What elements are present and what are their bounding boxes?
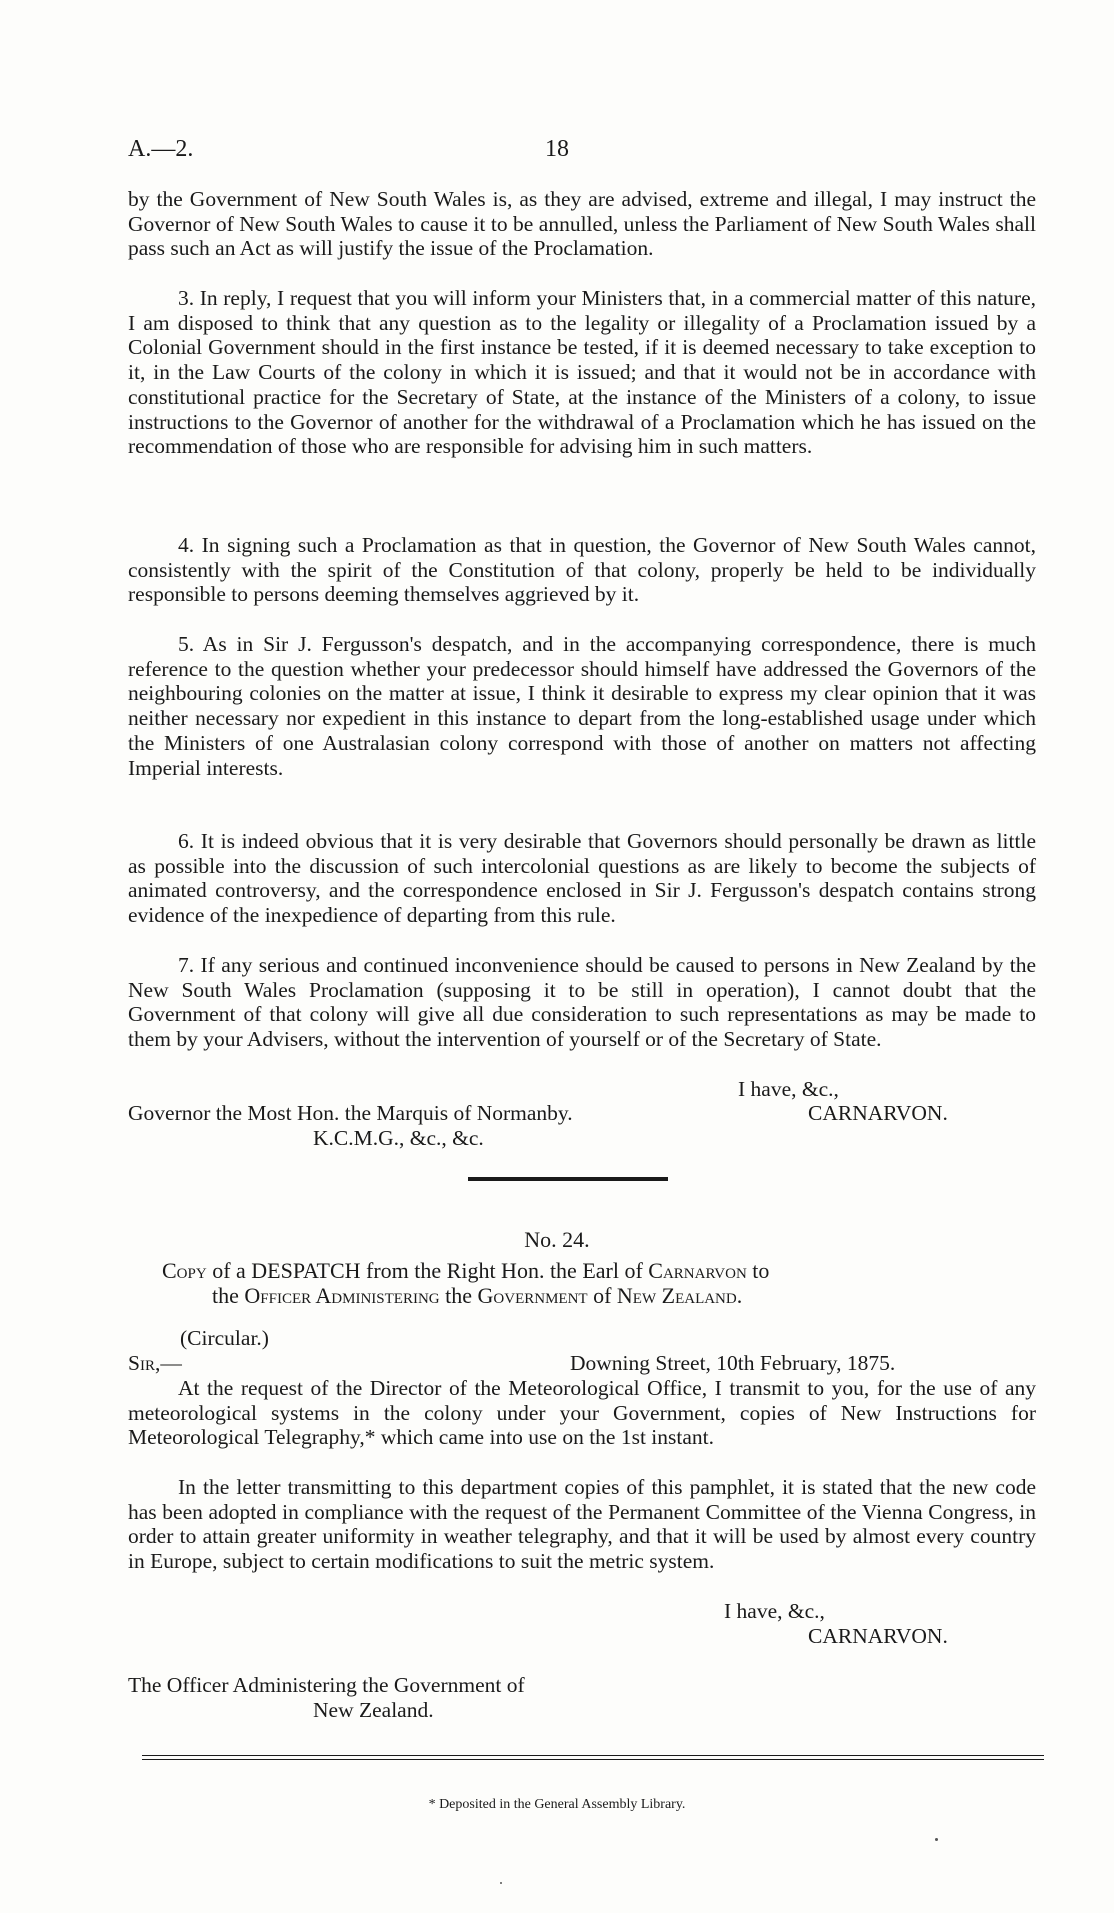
despatch-paragraph-1: At the request of the Director of the Meteorological Office, I transmit to you, for the use of any meteorological systems in the colony under your Government, copies of New Instructions for Meteorological Telegraphy,* which came into use on the 1st instant. (128, 1376, 1036, 1450)
paragraph-3: 3. In reply, I request that you will inform your Ministers that, in a commercial matter of this nature, I am disposed to think that any question as to the legality or illegality of a Proclamation issued by a Colonial Government should in the first instance be tested, if it is deemed necessary to take exception to it, in the Law Courts of the colony in which it is issued; and that it would not be in accordance with constitutional practice for the Secretary of State, at the instance of the Ministers of a colony, to issue instructions to the Governor of another for the withdrawal of a Proclamation which he has issued on the recommendation of those who are responsible for advising him in such matters. (128, 286, 1036, 459)
page-number: 18 (545, 136, 569, 162)
date-line: Downing Street, 10th February, 1875. (570, 1351, 896, 1375)
despatch-number: No. 24. (524, 1227, 590, 1252)
paragraph-continuation: by the Government of New South Wales is, as they are advised, extreme and illegal, I may instruct the Governor of New South Wales to cause it to be annulled, unless the Parliament of New South Wales shall pass such an Act as will justify the issue of the Proclamation. (128, 187, 1036, 261)
salutation: Sir,— (128, 1351, 182, 1375)
paper-speck (935, 1838, 938, 1841)
document-reference: A.—2. (128, 136, 194, 162)
signature-2: CARNARVON. (808, 1624, 948, 1648)
addressee: Governor the Most Hon. the Marquis of Normanby. (128, 1101, 573, 1125)
footnote-rule-top (142, 1755, 1044, 1756)
addressee-2-line-2: New Zealand. (313, 1698, 434, 1722)
paragraph-7: 7. If any serious and continued inconvenience should be caused to persons in New Zealand by the New South Wales Proclamation (supposing it to be still in operation), I cannot doubt that the Government of that colony will give all due consideration to such representations as may be made to them by your Advisers, without the intervention of yourself or of the Secretary of State. (128, 953, 1036, 1052)
closing-formula: I have, &c., (738, 1077, 839, 1101)
section-divider (468, 1177, 668, 1181)
paragraph-5: 5. As in Sir J. Fergusson's despatch, and in the accompanying correspondence, there is much reference to the question whether your predecessor should himself have addressed the Governors of the neighbouring colonies on the matter at issue, I think it desirable to express my clear opinion that it was neither necessary nor expedient in this instance to depart from the long-established usage under which the Ministers of one Australasian colony correspond with those of another on matters not affecting Imperial interests. (128, 632, 1036, 780)
addressee-2: The Officer Administering the Government of (128, 1673, 525, 1697)
despatch-paragraph-2: In the letter transmitting to this department copies of this pamphlet, it is stated that the new code has been adopted in compliance with the request of the Permanent Committee of the Vienna Congress, in order to attain greater uniformity in weather telegraphy, and that it will be used by almost every country in Europe, subject to certain modifications to suit the metric system. (128, 1475, 1036, 1574)
addressee-honours: K.C.M.G., &c., &c. (313, 1126, 484, 1150)
despatch-title-line-1: Copy of a DESPATCH from the Right Hon. the Earl of Carnarvon to (162, 1258, 770, 1283)
despatch-title-line-2: the Officer Administering the Government of New Zealand. (212, 1283, 743, 1308)
footnote-rule-bottom (142, 1759, 1044, 1760)
closing-formula-2: I have, &c., (724, 1599, 825, 1623)
circular-label: (Circular.) (180, 1326, 269, 1350)
paper-speck (500, 1882, 502, 1884)
footnote: * Deposited in the General Assembly Library. (428, 1797, 686, 1812)
signature: CARNARVON. (808, 1101, 948, 1125)
paragraph-4: 4. In signing such a Proclamation as that in question, the Governor of New South Wales cannot, consistently with the spirit of the Constitution of that colony, properly be held to be individually responsible to persons deeming themselves aggrieved by it. (128, 533, 1036, 607)
paragraph-6: 6. It is indeed obvious that it is very desirable that Governors should personally be drawn as little as possible into the discussion of such intercolonial questions as are likely to become the subjects of animated controversy, and the correspondence enclosed in Sir J. Fergusson's despatch contains strong evidence of the inexpedience of departing from this rule. (128, 829, 1036, 928)
